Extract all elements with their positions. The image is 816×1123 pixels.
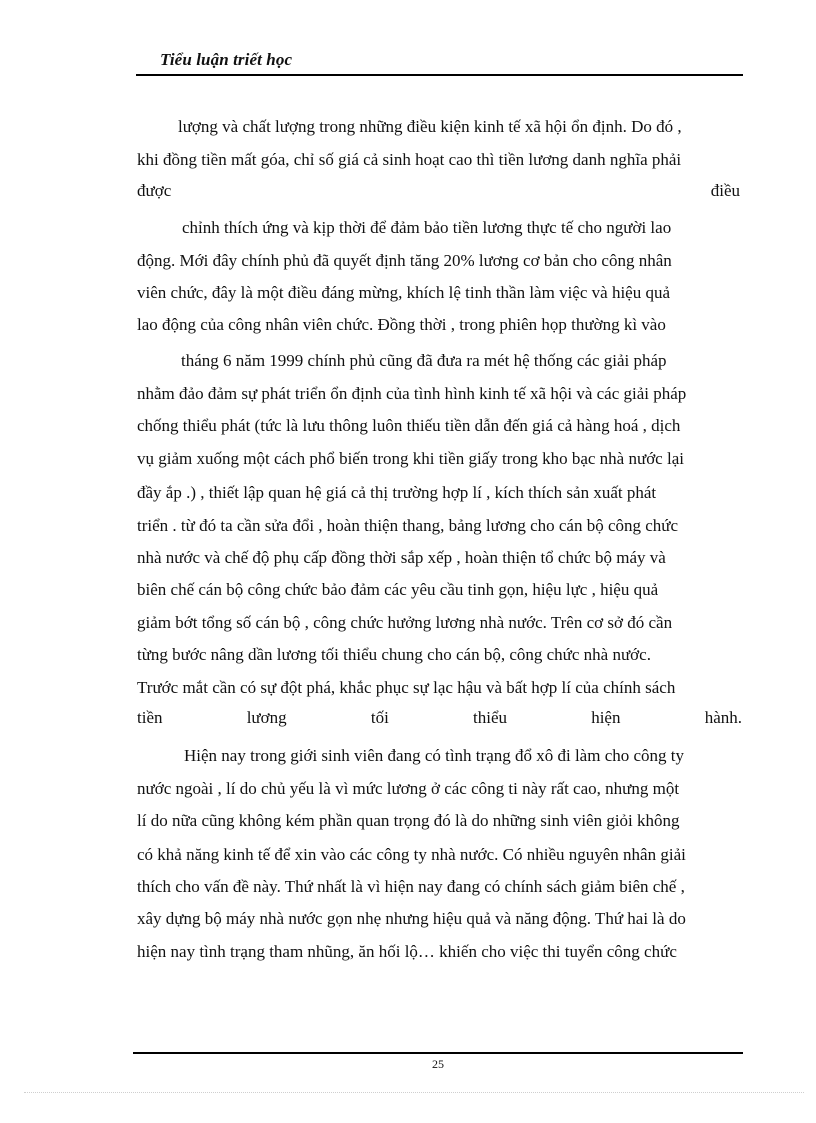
word: tối xyxy=(370,708,389,727)
header-title: Tiểu luận triết học xyxy=(160,50,293,69)
text-line: nước ngoài , lí do chủ yếu là vì mức lương ở các công ti này rất cao, nhưng một xyxy=(137,779,680,798)
text-line: lượng và chất lượng trong những điều kiện kinh tế xã hội ổn định. Do đó , xyxy=(178,117,682,136)
text-line: xây dựng bộ máy nhà nước gọn nhẹ nhưng hiệu quả và năng động. Thứ hai là do xyxy=(137,909,686,928)
text-line: thích cho vấn đề này. Thứ nhất là vì hiện nay đang có chính sách giảm biên chế , xyxy=(137,877,685,896)
text-line: hiện nay tình trạng tham nhũng, ăn hối lộ… khiến cho việc thi tuyển công chức xyxy=(137,942,677,961)
text-line: chỉnh thích ứng và kịp thời để đảm bảo tiền lương thực tế cho người lao xyxy=(182,218,672,237)
page-bottom-border xyxy=(24,1092,804,1093)
text-line: triển . từ đó ta cần sửa đổi , hoàn thiện thang, bảng lương cho cán bộ công chức xyxy=(137,516,679,535)
text-line: Trước mắt cần có sự đột phá, khắc phục sự lạc hậu và bất hợp lí của chính sách xyxy=(137,678,676,697)
text-line: từng bước nâng dần lương tối thiểu chung cho cán bộ, công chức nhà nước. xyxy=(137,645,651,664)
word: được xyxy=(137,181,172,200)
text-line: chống thiểu phát (tức là lưu thông luôn thiếu tiền dẫn đến giá cả hàng hoá , dịch xyxy=(137,416,681,435)
footer-rule xyxy=(133,1052,743,1054)
text-line: vụ giảm xuống một cách phổ biến trong khi tiền giấy trong kho bạc nhà nước lại xyxy=(137,449,684,468)
page-number: 25 xyxy=(432,1057,444,1071)
word: hành. xyxy=(704,708,742,727)
text-line: lí do nữa cũng không kém phần quan trọng đó là do những sinh viên giỏi không xyxy=(137,811,680,830)
text-line: đầy ắp .) , thiết lập quan hệ giá cả thị trường hợp lí , kích thích sản xuất phát xyxy=(137,483,657,502)
word: tiền xyxy=(137,708,163,727)
text-line: lao động của công nhân viên chức. Đồng thời , trong phiên họp thường kì vào xyxy=(137,315,666,334)
header-rule xyxy=(136,74,743,76)
text-line: giảm bớt tổng số cán bộ , công chức hưởng lương nhà nước. Trên cơ sở đó cần xyxy=(137,613,673,632)
text-line xyxy=(137,181,740,201)
text-line: động. Mới đây chính phủ đã quyết định tăng 20% lương cơ bản cho công nhân xyxy=(137,251,672,270)
word: điều xyxy=(710,181,740,200)
text-line: có khả năng kinh tế để xin vào các công ty nhà nước. Có nhiều nguyên nhân giải xyxy=(137,845,686,864)
text-line: viên chức, đây là một điều đáng mừng, khích lệ tinh thần làm việc và hiệu quả xyxy=(137,283,671,302)
word: lương xyxy=(246,708,287,727)
text-line xyxy=(137,708,742,728)
text-line: tháng 6 năm 1999 chính phủ cũng đã đưa ra mét hệ thống các giải pháp xyxy=(181,351,667,370)
text-line: nhằm đảo đảm sự phát triển ổn định của tình hình kinh tế xã hội và các giải pháp xyxy=(137,384,687,403)
text-line: Hiện nay trong giới sinh viên đang có tình trạng đổ xô đi làm cho công ty xyxy=(184,746,685,765)
word: thiểu xyxy=(473,708,507,727)
text-line: khi đồng tiền mất góa, chỉ số giá cả sinh hoạt cao thì tiền lương danh nghĩa phải xyxy=(137,150,682,169)
text-line: biên chế cán bộ công chức bảo đảm các yêu cầu tinh gọn, hiệu lực , hiệu quả xyxy=(137,580,659,599)
text-line: nhà nước và chế độ phụ cấp đồng thời sắp xếp , hoàn thiện tổ chức bộ máy và xyxy=(137,548,666,567)
word: hiện xyxy=(591,708,621,727)
